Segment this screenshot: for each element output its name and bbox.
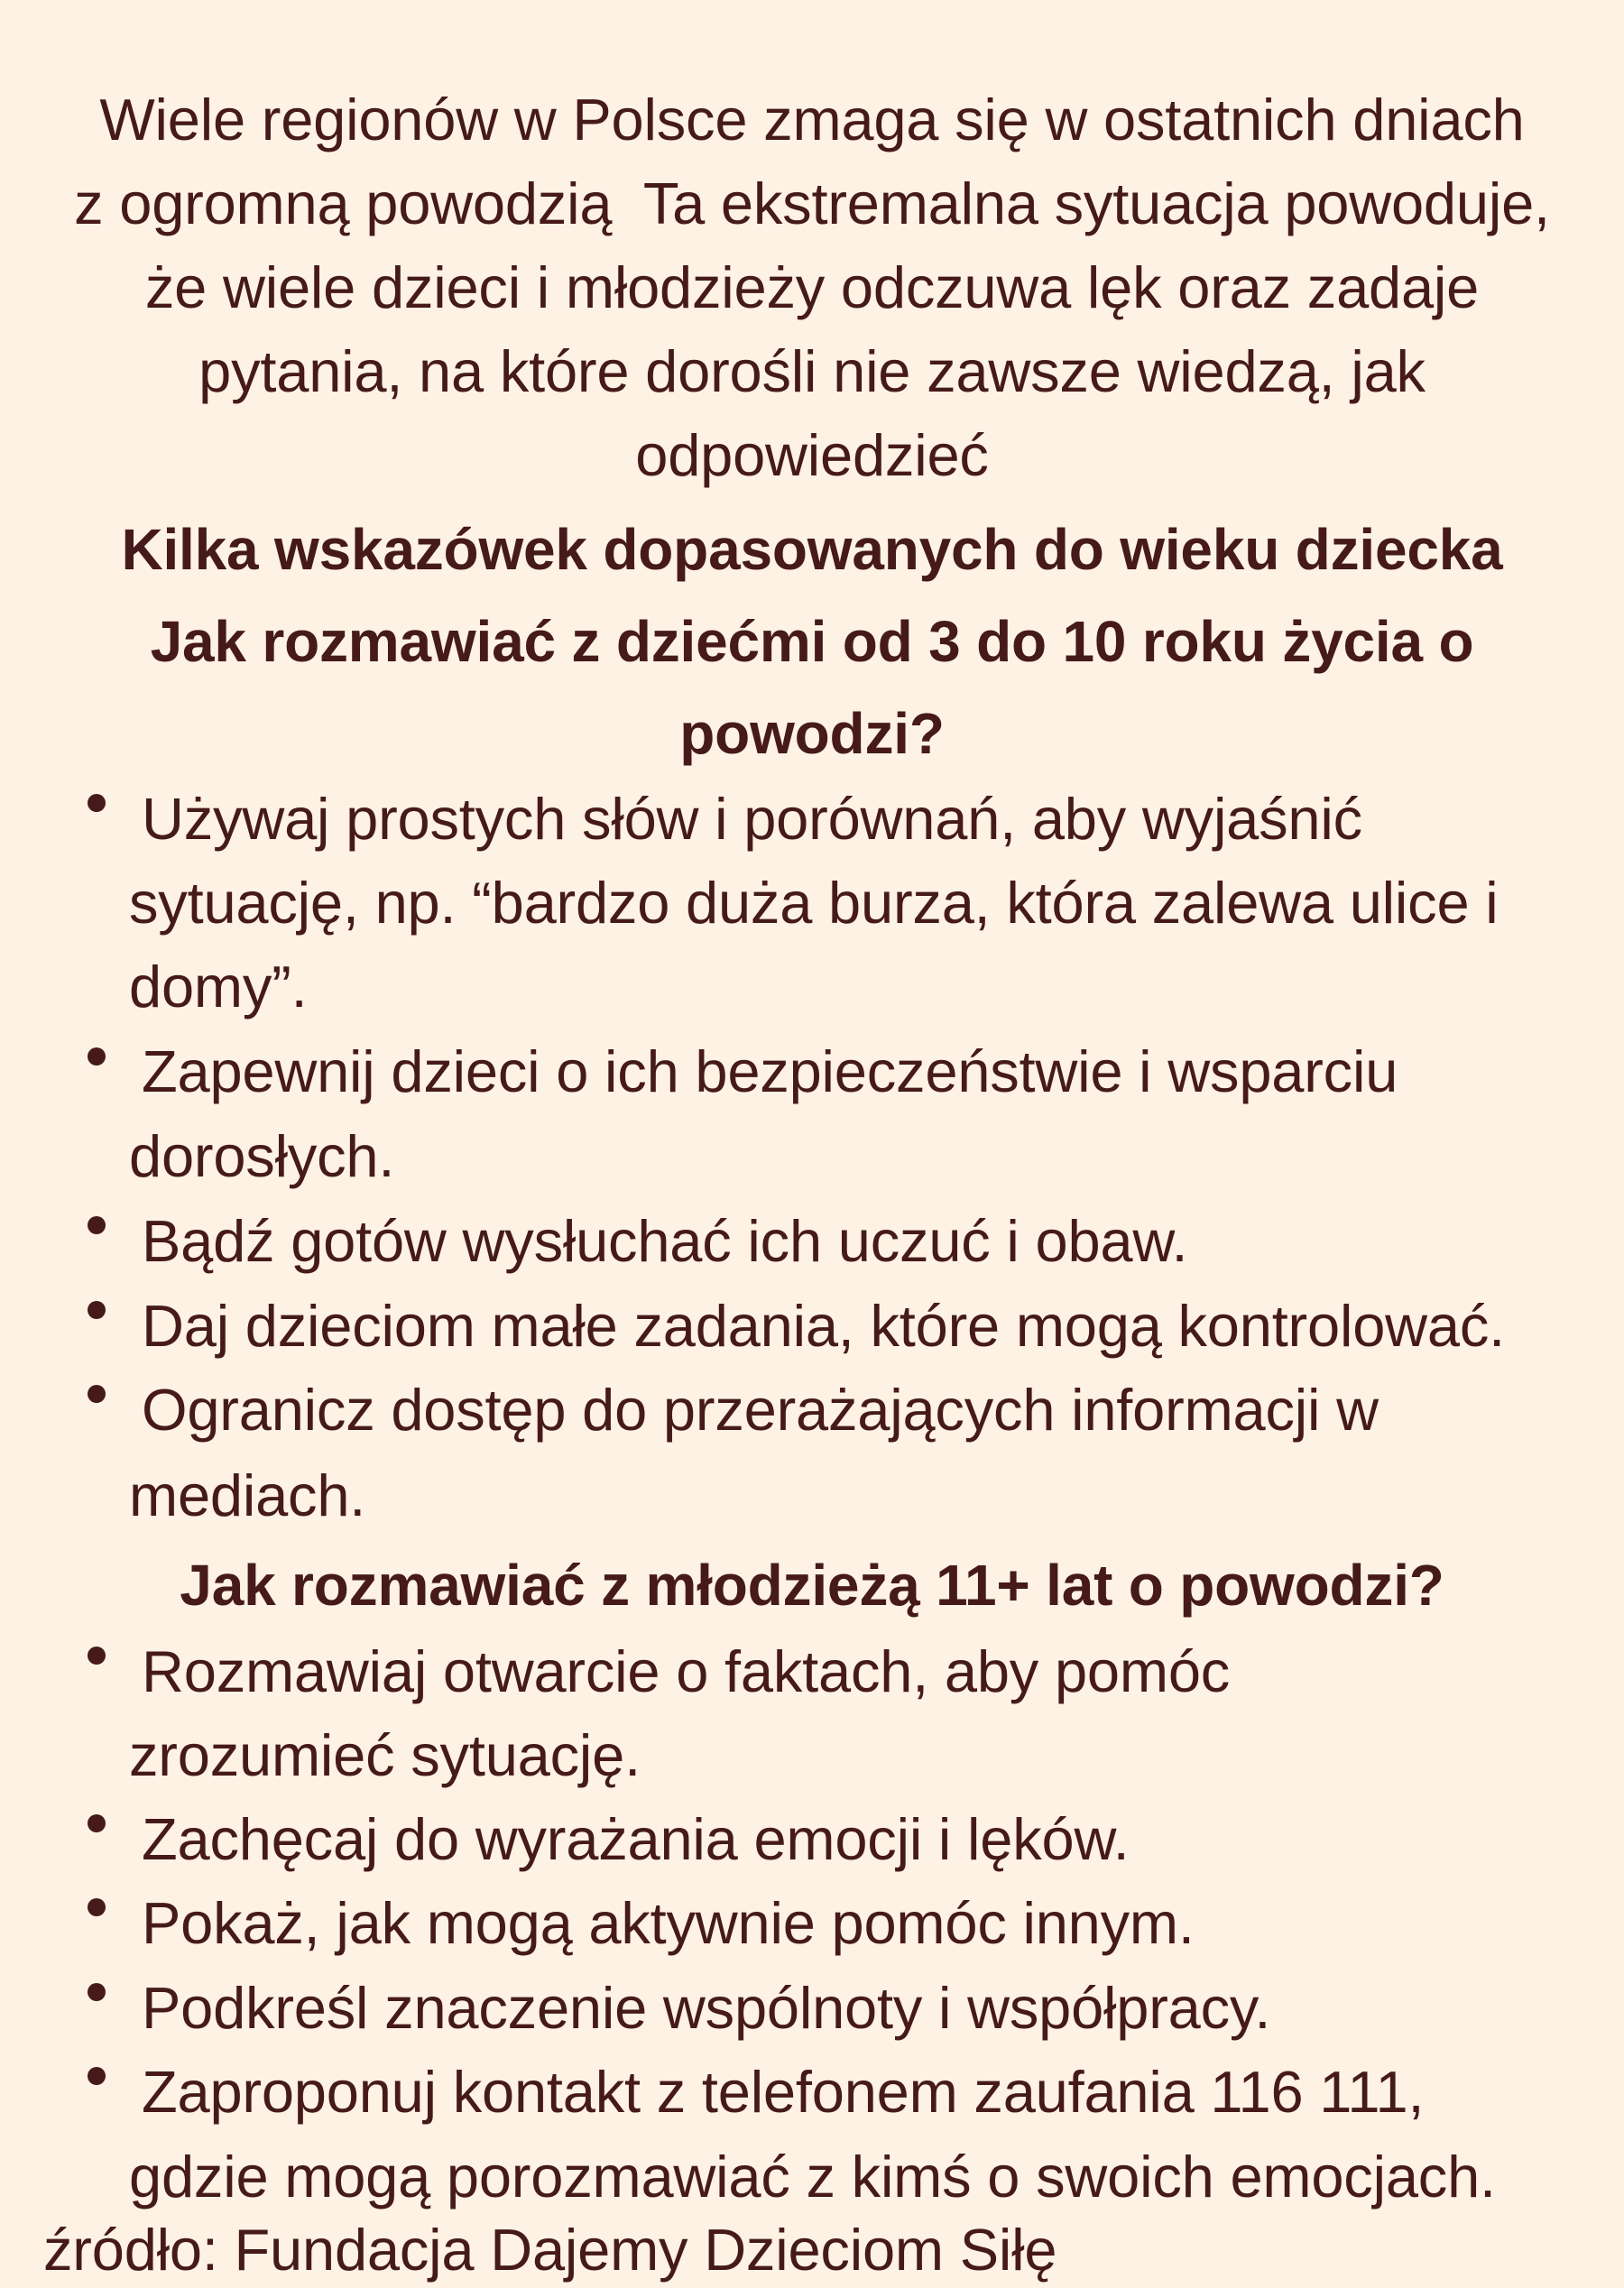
source-credit: źródło: Fundacja Dajemy Dzieciom Siłę <box>43 2217 1057 2283</box>
section-heading-line: powodzi? <box>679 701 945 766</box>
intro-line: Wiele regionów w Polsce zmaga się w ostatnich dniach <box>99 87 1525 152</box>
list-item-text: Podkreśl znaczenie wspólnoty i współpracy. <box>142 1975 1271 2041</box>
list-item-text: Bądź gotów wysłuchać ich uczuć i obaw. <box>142 1208 1188 1274</box>
intro-line: pytania, na które dorośli nie zawsze wiedzą, jak <box>198 338 1426 404</box>
bullet-dot-icon <box>88 1983 106 2001</box>
list-item-text: Zachęcaj do wyrażania emocji i lęków. <box>142 1806 1130 1872</box>
section-heading-line: Jak rozmawiać z dziećmi od 3 do 10 roku życia o <box>150 609 1474 674</box>
intro-line: odpowiedzieć <box>635 422 989 488</box>
section-heading-line: Jak rozmawiać z młodzieżą 11+ lat o powodzi? <box>180 1553 1444 1618</box>
bullet-dot-icon <box>88 1385 106 1403</box>
bullet-dot-icon <box>88 1047 106 1066</box>
subtitle-heading: Kilka wskazówek dopasowanych do wieku dziecka <box>121 517 1503 582</box>
list-item-text: mediach. <box>129 1462 366 1528</box>
list-item-text: sytuację, np. “bardzo duża burza, która zalewa ulice i <box>129 870 1499 936</box>
intro-line: że wiele dzieci i młodzieży odczuwa lęk oraz zadaje <box>144 254 1480 320</box>
list-item-text: Daj dzieciom małe zadania, które mogą kontrolować. <box>142 1293 1505 1359</box>
bullet-dot-icon <box>88 1301 106 1319</box>
list-item-text: Rozmawiaj otwarcie o faktach, aby pomóc <box>142 1638 1231 1704</box>
list-item-text: Pokaż, jak mogą aktywnie pomóc innym. <box>142 1890 1195 1956</box>
list-item-text: Zapewnij dzieci o ich bezpieczeństwie i wsparciu <box>142 1038 1398 1104</box>
intro-line: z ogromną powodzią Ta ekstremalna sytuacja powoduje, <box>74 171 1550 236</box>
list-item-text: zrozumieć sytuację. <box>129 1722 641 1788</box>
bullet-dot-icon <box>88 1216 106 1234</box>
bullet-dot-icon <box>88 1814 106 1832</box>
list-item-text: Używaj prostych słów i porównań, aby wyjaśnić <box>142 786 1362 852</box>
bullet-dot-icon <box>88 2067 106 2085</box>
list-item-text: Zaproponuj kontakt z telefonem zaufania 116 111, <box>142 2059 1425 2125</box>
list-item-text: gdzie mogą porozmawiać z kimś o swoich emocjach. <box>129 2144 1496 2210</box>
list-item-text: dorosłych. <box>129 1123 395 1189</box>
bullet-dot-icon <box>88 794 106 812</box>
list-item-text: domy”. <box>129 954 308 1019</box>
list-item-text: Ogranicz dostęp do przerażających informacji w <box>142 1377 1379 1443</box>
bullet-dot-icon <box>88 1647 106 1665</box>
bullet-dot-icon <box>88 1898 106 1916</box>
